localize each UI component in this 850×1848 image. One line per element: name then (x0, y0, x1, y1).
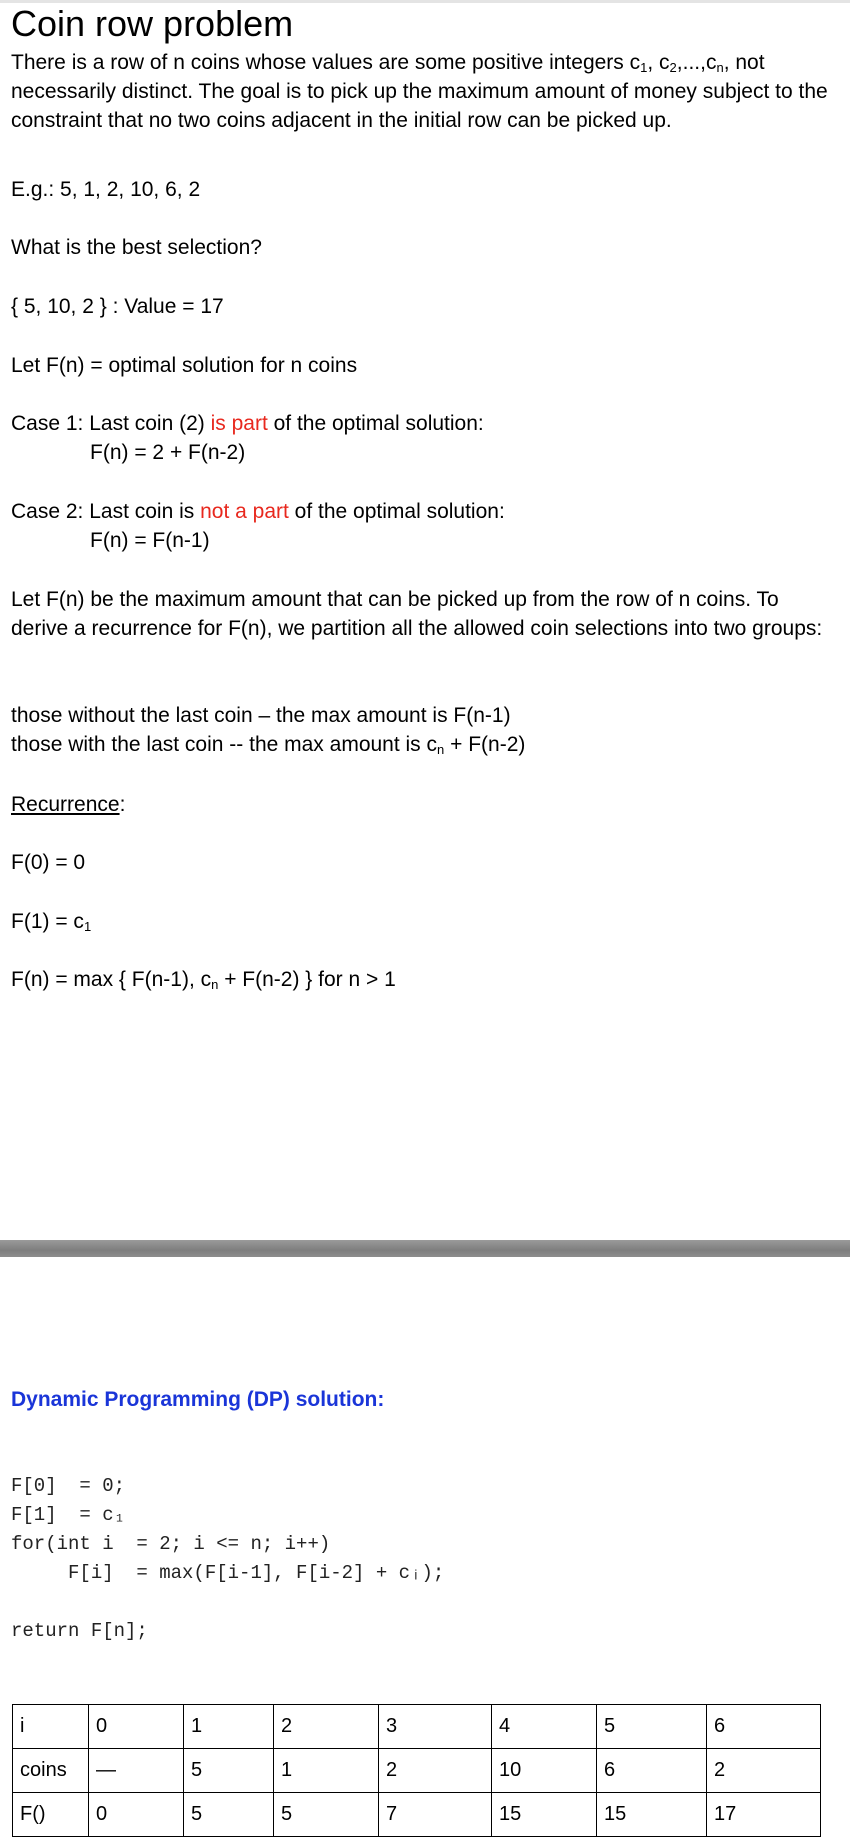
table-cell: 2 (274, 1705, 379, 1749)
table-cell: 10 (492, 1749, 597, 1793)
page-title: Coin row problem (11, 3, 294, 44)
answer-line: { 5, 10, 2 } : Value = 17 (11, 295, 224, 318)
table-cell: 5 (184, 1749, 274, 1793)
code-line: F[0] = 0; (11, 1475, 126, 1497)
table-cell: — (89, 1749, 184, 1793)
table-row (13, 1749, 821, 1793)
question-line: What is the best selection? (11, 236, 262, 259)
code-line: return F[n]; (11, 1620, 148, 1642)
table-cell: 15 (492, 1793, 597, 1837)
code-line: F[i] = max(F[i-1], F[i-2] + cᵢ); (11, 1562, 445, 1584)
table-cell: 2 (379, 1749, 492, 1793)
code-line: for(int i = 2; i <= n; i++) (11, 1533, 331, 1555)
recurrence-f1: $F(1) = c_1$ (11, 910, 92, 934)
case2-formula: F(n) = F(n-1) (90, 529, 210, 552)
table-cell: coins (13, 1749, 89, 1793)
table-cell: 5 (184, 1793, 274, 1837)
table-cell: 17 (707, 1793, 821, 1837)
table-cell: 7 (379, 1793, 492, 1837)
table-cell: 4 (492, 1705, 597, 1749)
explanation-paragraph: Let F(n) be the maximum amount that can be picked up from the row of n coins. To derive a recurrence for F(n), we partition all the allowed coin selections into two groups: (11, 588, 823, 640)
problem-statement: There is a row of n coins whose values are some positive integers $c_1$, $c_2,...,c_n$, not necessarily distinct. The goal is to pick up the maximum amount of money subject to the constraint that no two coins adjacent in the initial row can be picked up. (11, 51, 828, 132)
code-line: F[1] = c₁ (11, 1504, 126, 1526)
case1-line: Case 1: Last coin (2) is part of the optimal solution: (11, 412, 484, 435)
section-divider (0, 1240, 850, 1257)
dp-table (12, 1704, 821, 1837)
table-cell: 6 (707, 1705, 821, 1749)
table-cell: 1 (274, 1749, 379, 1793)
table-cell: 0 (89, 1705, 184, 1749)
group-without-line: those without the last coin – the max amount is F(n-1) (11, 704, 511, 727)
table-cell: 0 (89, 1793, 184, 1837)
table-cell: i (13, 1705, 89, 1749)
case1-highlight: is part (210, 412, 268, 435)
table-cell: 5 (597, 1705, 707, 1749)
example-line: E.g.: 5, 1, 2, 10, 6, 2 (11, 178, 201, 201)
recurrence-heading: Recurrence: (11, 793, 126, 816)
table-row (13, 1705, 821, 1749)
dp-section-title: Dynamic Programming (DP) solution: (11, 1388, 385, 1411)
definition-line: Let F(n) = optimal solution for n coins (11, 354, 358, 377)
group-with-line: those with the last coin -- the max amount is $c_n + F(n-2)$ (11, 733, 526, 757)
table-cell: 15 (597, 1793, 707, 1837)
table-cell: 5 (274, 1793, 379, 1837)
table-cell: 1 (184, 1705, 274, 1749)
recurrence-fn: F(n) = max { F(n-1), $c_n + F(n-2)$ } for n > 1 (11, 968, 396, 992)
table-row (13, 1793, 821, 1837)
case2-highlight: not a part (200, 500, 289, 523)
case2-line: Case 2: Last coin is not a part of the optimal solution: (11, 500, 505, 523)
table-cell: F() (13, 1793, 89, 1837)
table-cell: 6 (597, 1749, 707, 1793)
table-cell: 2 (707, 1749, 821, 1793)
table-cell: 3 (379, 1705, 492, 1749)
case1-formula: F(n) = 2 + F(n-2) (90, 441, 246, 464)
recurrence-f0: F(0) = 0 (11, 851, 86, 874)
